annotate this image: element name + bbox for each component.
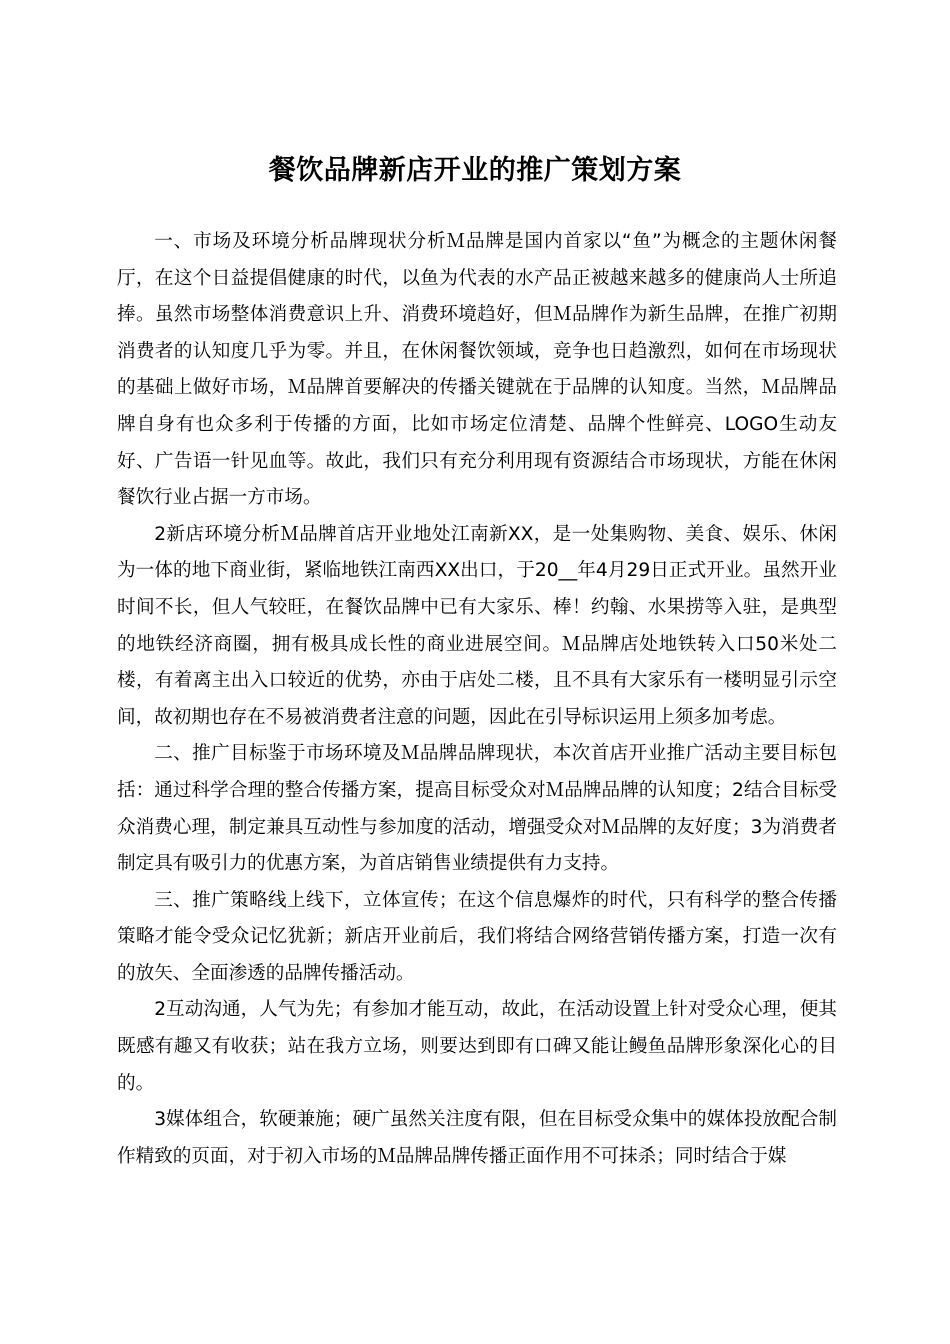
paragraph-promotion-goals: 二、推广目标鉴于市场环境及Ｍ品牌品牌现状，本次首店开业推广活动主要目标包括：通过科学合理的整合传播方案，提高目标受众对Ｍ品牌品牌的认知度；2结合目标受众消费心理，制定兼具互动性与参加度的活动，增强受众对Ｍ品牌的友好度；3为消费者制定具有吸引力的优惠方案，为首店销售业绩提供有力支持。	[117, 743, 837, 875]
paragraph-media-mix: 3媒体组合，软硬兼施；硬广虽然关注度有限，但在目标受众集中的媒体投放配合制作精致的页面，对于初入市场的Ｍ品牌品牌传播正面作用不可抹杀；同时结合于媒	[117, 1109, 837, 1167]
paragraph-promotion-strategy: 三、推广策略线上线下，立体宣传；在这个信息爆炸的时代，只有科学的整合传播策略才能令受众记忆犹新；新店开业前后，我们将结合网络营销传播方案，打造一次有的放矢、全面渗透的品牌传播活动。	[117, 889, 837, 984]
paragraph-market-analysis: 一、市场及环境分析品牌现状分析Ｍ品牌是国内首家以“鱼”为概念的主题休闲餐厅，在这个日益提倡健康的时代，以鱼为代表的水产品正被越来越多的健康尚人士所追捧。虽然市场整体消费意识上升、消费环境趋好，但Ｍ品牌作为新生品牌，在推广初期消费者的认知度几乎为零。并且，在休闲餐饮领域，竞争也日趋激烈，如何在市场现状的基础上做好市场，Ｍ品牌首要解决的传播关键就在于品牌的认知度。当然，Ｍ品牌品牌自身有也众多利于传播的方面，比如市场定位清楚、品牌个性鲜亮、LOGO生动友好、广告语一针见血等。故此，我们只有充分利用现有资源结合市场现状，方能在休闲餐饮行业占据一方市场。	[117, 231, 837, 509]
document-body	[117, 224, 837, 1175]
paragraph-interactive-communication: 2互动沟通，人气为先；有参加才能互动，故此，在活动设置上针对受众心理，便其既感有趣又有收获；站在我方立场，则要达到即有口碑又能让鳗鱼品牌形象深化心的目的。	[117, 999, 837, 1094]
document-title: 餐饮品牌新店开业的推广策划方案	[268, 155, 682, 187]
paragraph-store-environment: 2新店环境分析Ｍ品牌首店开业地处江南新XX，是一处集购物、美食、娱乐、休闲为一体的地下商业街，紧临地铁江南西XX出口，于20__年4月29日正式开业。虽然开业时间不长，但人气较旺，在餐饮品牌中已有大家乐、棒！约翰、水果捞等入驻，是典型的地铁经济商圈，拥有极具成长性的商业进展空间。Ｍ品牌店处地铁转入口50米处二楼，有着离主出入口较近的优势，亦由于店处二楼，且不具有大家乐有一楼明显引示空间，故初期也存在不易被消费者注意的问题，因此在引导标识运用上须多加考虑。	[117, 523, 837, 728]
